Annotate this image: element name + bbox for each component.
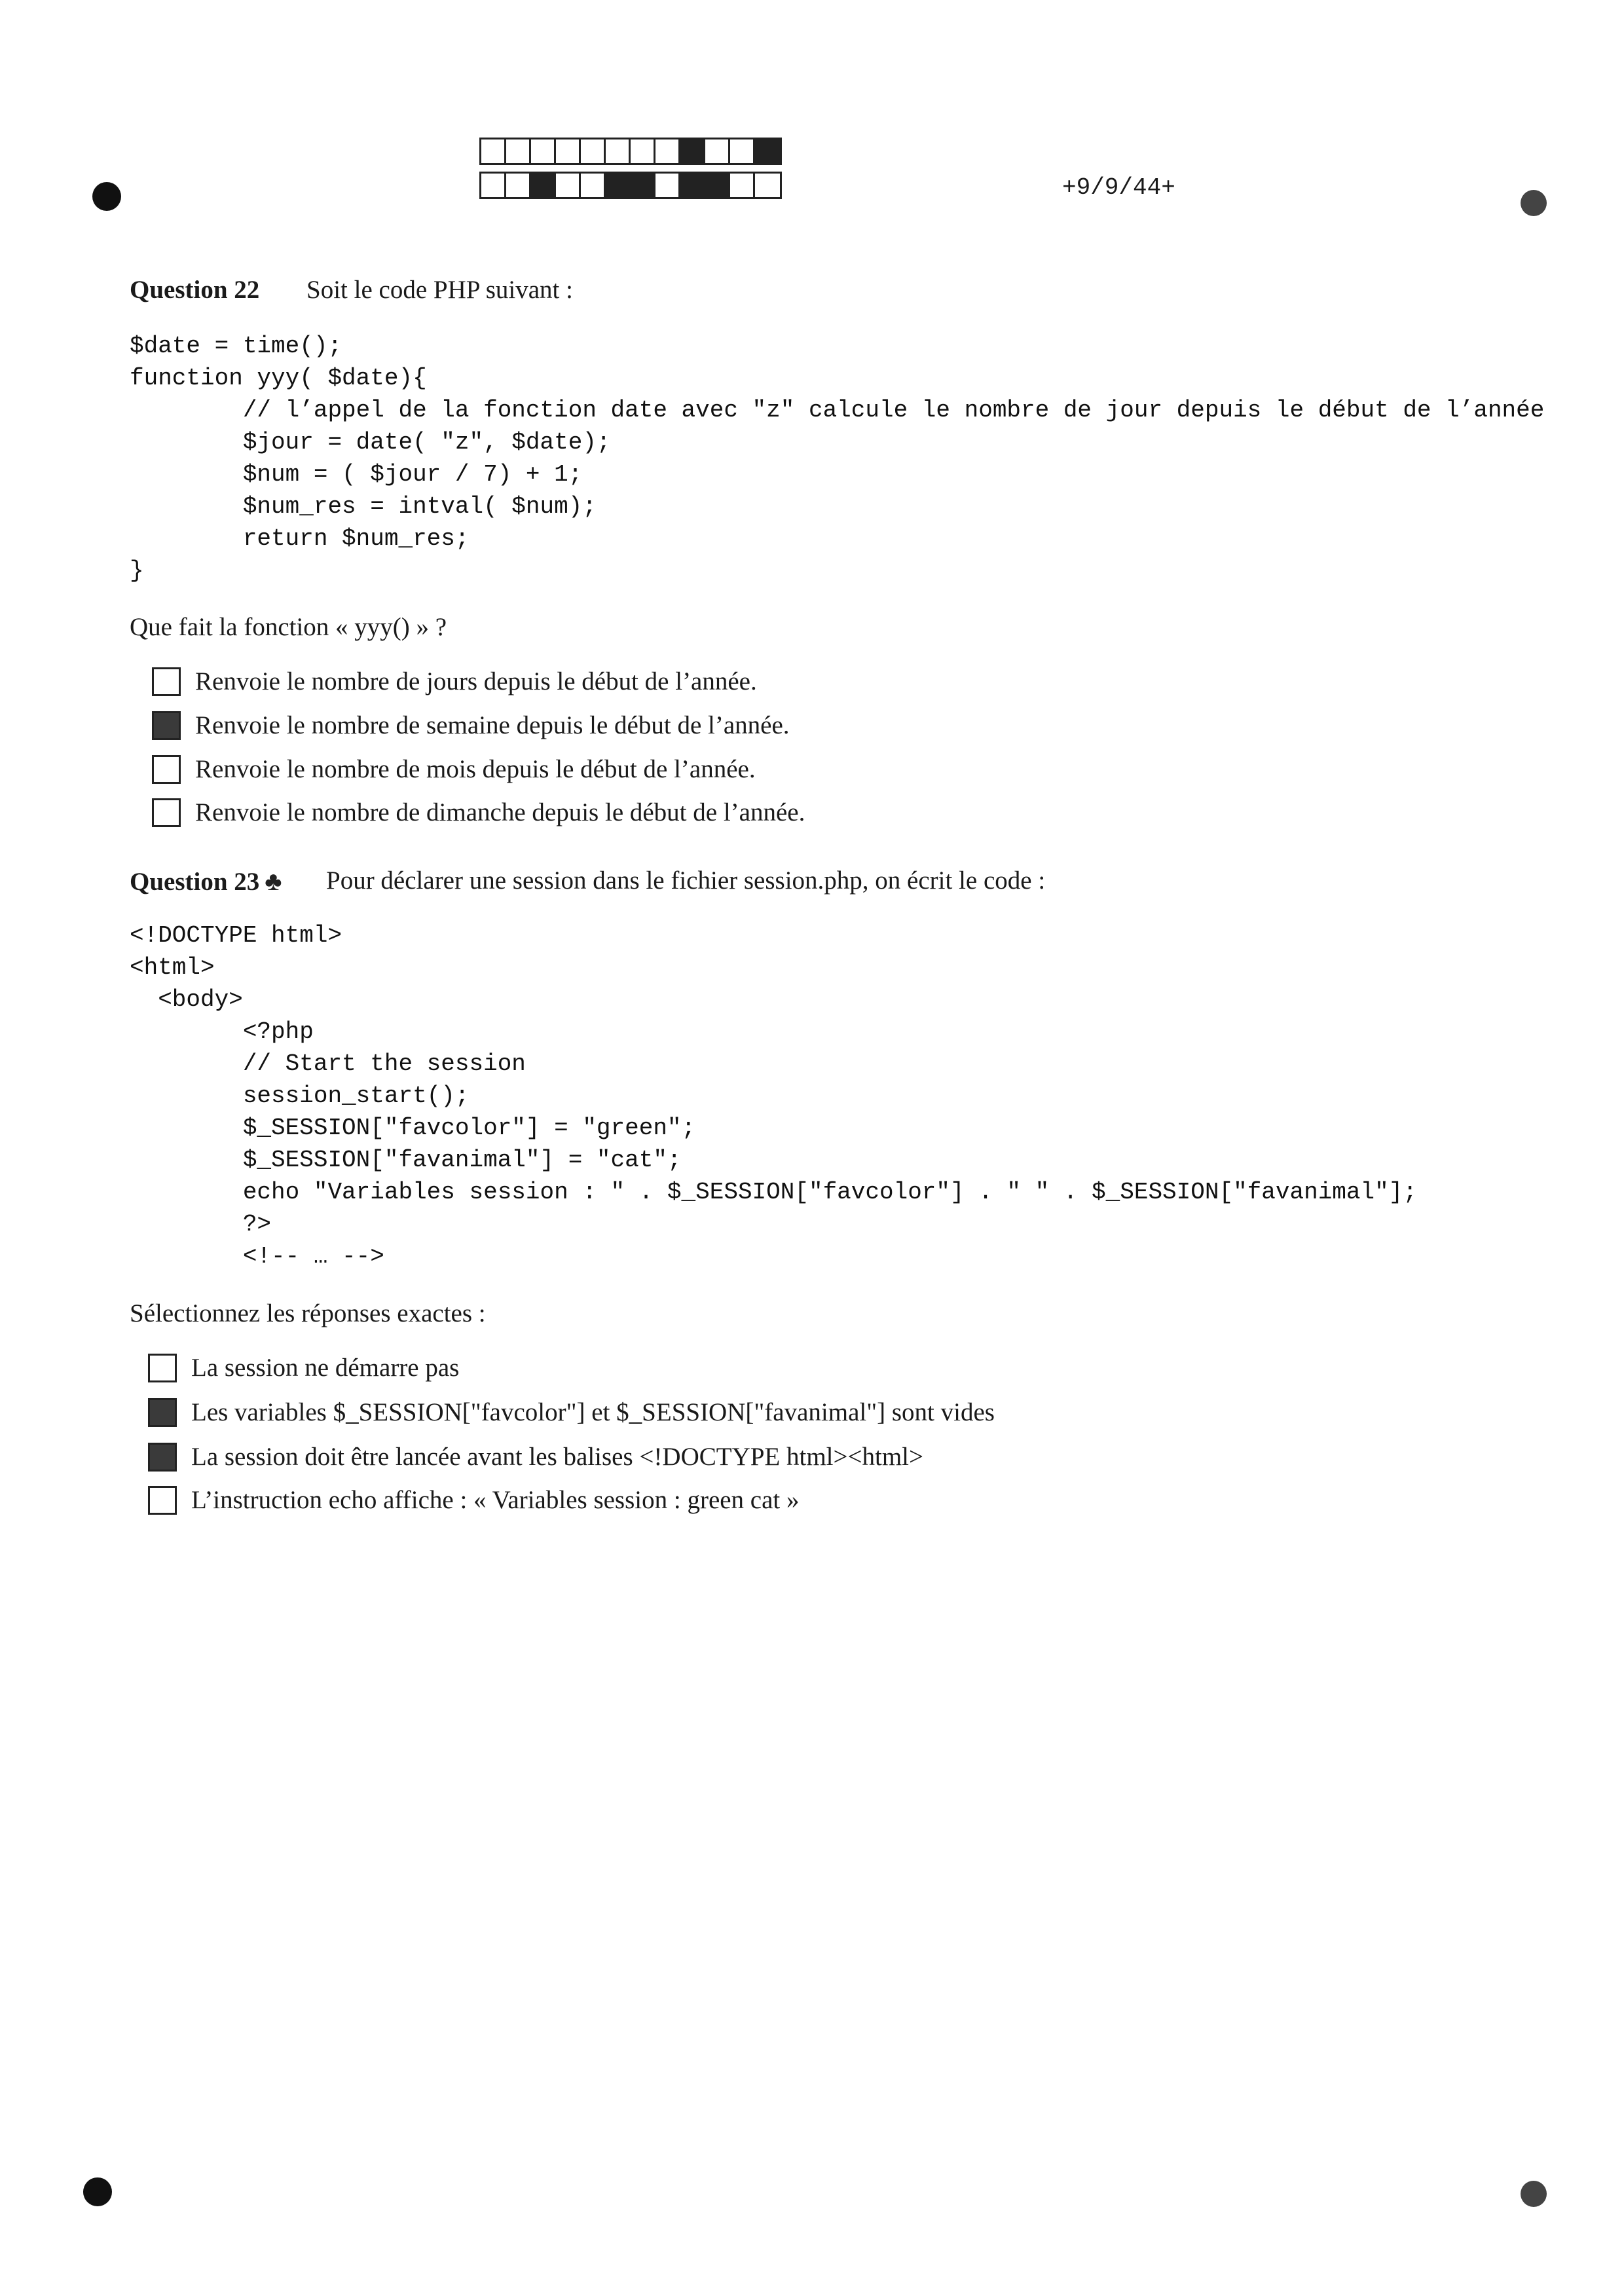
- question-22-code: $date = time(); function yyy( $date){ // l’appel de la fonction date avec "z" calcule le nombre de jour depuis le début de l’année $jour = date( "z", $date); $num = ( $jour / 7) + 1; $num_res = intval( $num); return $num_res; }: [130, 333, 1545, 584]
- barcode-cell: [705, 174, 730, 197]
- barcode-cell: [556, 139, 581, 163]
- registration-mark-top-left: [92, 182, 121, 211]
- barcode-cell: [680, 174, 705, 197]
- barcode-cell: [481, 139, 506, 163]
- question-23-answer[interactable]: [148, 1353, 459, 1382]
- barcode-cell: [631, 174, 655, 197]
- question-23-answer[interactable]: [148, 1485, 800, 1515]
- barcode-cell: [655, 139, 680, 163]
- checkbox[interactable]: [148, 1486, 177, 1515]
- question-22-answer[interactable]: [152, 711, 790, 740]
- question-22-answer[interactable]: [152, 667, 757, 696]
- barcode-cell: [680, 139, 705, 163]
- question-22-header: [130, 275, 573, 305]
- answer-label: Renvoie le nombre de semaine depuis le début de l’année.: [195, 711, 790, 739]
- page-id: +9/9/44+: [1062, 174, 1175, 201]
- club-icon: ♣: [265, 866, 282, 896]
- question-22-prompt: Soit le code PHP suivant :: [306, 276, 573, 304]
- barcode-cell: [506, 139, 531, 163]
- registration-mark-bottom-right: [1521, 2181, 1547, 2207]
- barcode-cell: [531, 139, 556, 163]
- barcode-row-1: [479, 138, 782, 165]
- barcode-row-2: [479, 172, 782, 199]
- barcode-cell: [655, 174, 680, 197]
- answer-label: La session doit être lancée avant les balises <!DOCTYPE html><html>: [191, 1443, 923, 1471]
- barcode-cell: [481, 174, 506, 197]
- barcode-cell: [755, 139, 780, 163]
- question-23-answer[interactable]: [148, 1398, 995, 1427]
- checkbox[interactable]: [152, 755, 181, 784]
- question-23-code: <!DOCTYPE html> <html> <body> <?php // Start the session session_start(); $_SESSION["favcolor"] = "green"; $_SESSION["favanimal"] = "cat"; echo "Variables session : " . $_SESSION["favcolor"] . " " . $_SESSION["favanimal"]; ?> <!-- … -->: [130, 922, 1417, 1270]
- answer-label: Les variables $_SESSION["favcolor"] et $_SESSION["favanimal"] sont vides: [191, 1398, 995, 1426]
- barcode-cell: [581, 174, 606, 197]
- checkbox[interactable]: [148, 1443, 177, 1472]
- barcode-cell: [730, 174, 755, 197]
- question-23-header: [130, 866, 1046, 897]
- answer-label: Renvoie le nombre de mois depuis le début de l’année.: [195, 755, 756, 783]
- checkbox[interactable]: [148, 1354, 177, 1382]
- barcode-cell: [581, 139, 606, 163]
- question-22-label: Question 22: [130, 276, 260, 304]
- registration-mark-bottom-left: [83, 2177, 112, 2206]
- answer-label: Renvoie le nombre de jours depuis le début de l’année.: [195, 667, 757, 695]
- question-23-answer[interactable]: [148, 1442, 923, 1472]
- barcode-cell: [606, 139, 631, 163]
- barcode-cell: [705, 139, 730, 163]
- barcode-cell: [730, 139, 755, 163]
- question-23-prompt: Pour déclarer une session dans le fichier session.php, on écrit le code :: [326, 866, 1046, 895]
- answer-label: L’instruction echo affiche : « Variables session : green cat »: [191, 1486, 800, 1514]
- question-23-label: Question 23: [130, 868, 260, 896]
- checkbox[interactable]: [148, 1398, 177, 1427]
- barcode-cell: [506, 174, 531, 197]
- question-22-answer[interactable]: [152, 798, 805, 827]
- checkbox[interactable]: [152, 798, 181, 827]
- barcode-cell: [631, 139, 655, 163]
- barcode-cell: [556, 174, 581, 197]
- answer-label: La session ne démarre pas: [191, 1354, 460, 1382]
- registration-mark-top-right: [1521, 190, 1547, 216]
- barcode-cell: [531, 174, 556, 197]
- question-22-answer[interactable]: [152, 754, 756, 784]
- checkbox[interactable]: [152, 711, 181, 740]
- question-22-question: Que fait la fonction « yyy() » ?: [130, 613, 447, 641]
- barcode-cell: [606, 174, 631, 197]
- answer-label: Renvoie le nombre de dimanche depuis le début de l’année.: [195, 798, 805, 826]
- checkbox[interactable]: [152, 667, 181, 696]
- barcode-cell: [755, 174, 780, 197]
- question-23-question: Sélectionnez les réponses exactes :: [130, 1299, 486, 1327]
